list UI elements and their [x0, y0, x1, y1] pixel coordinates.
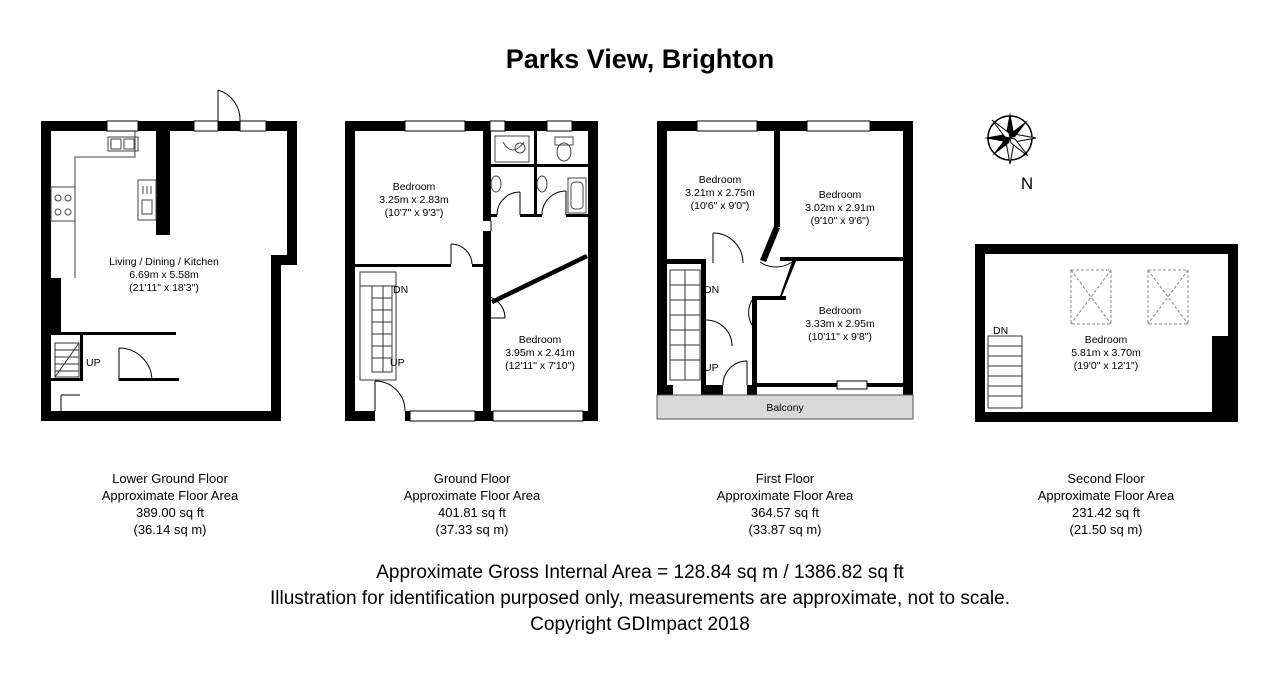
floor-area-label: Approximate Floor Area — [101, 488, 239, 503]
copyright: Copyright GDImpact 2018 — [530, 614, 750, 635]
room-size-metric: 6.69m x 5.58m — [129, 269, 199, 281]
floor-area-label: Approximate Floor Area — [716, 488, 854, 503]
floor-area-label: Approximate Floor Area — [1037, 488, 1175, 503]
room-size-imperial: (10'6" x 9'0") — [690, 200, 750, 212]
gross-area: Approximate Gross Internal Area = 128.84 sq m / 1386.82 sq ft — [376, 562, 904, 583]
ground-floor-plan — [345, 121, 598, 421]
room-size-imperial: (19'0" x 12'1") — [1073, 360, 1139, 372]
room-size-imperial: (12'11" x 7'10") — [505, 360, 575, 372]
floor-caption-first — [655, 470, 915, 538]
stair-label-down: DN — [704, 284, 720, 296]
second-stairs — [988, 336, 1022, 408]
stair-label-up: UP — [704, 362, 719, 374]
room-name: Bedroom — [392, 181, 436, 193]
room-size-metric: 3.02m x 2.91m — [805, 202, 875, 214]
floor-caption-second — [976, 470, 1236, 538]
room-size-metric: 3.25m x 2.83m — [379, 194, 449, 206]
floor-name: Lower Ground Floor — [112, 471, 228, 486]
floor-name: Ground Floor — [433, 471, 511, 486]
floor-name: First Floor — [755, 471, 815, 486]
ground-doors — [375, 191, 566, 411]
floor-area-sqm: (36.14 sq m) — [133, 522, 207, 537]
room-size-imperial: (10'11" x 9'8") — [808, 331, 872, 343]
plan-title: Parks View, Brighton — [505, 44, 775, 74]
second-walls — [975, 244, 1238, 422]
room-name: Bedroom — [698, 174, 742, 186]
stair-label-up: UP — [390, 357, 405, 369]
first-floor-plan — [657, 121, 913, 419]
disclaimer: Illustration for identification purposed only, measurements are approximate, not to scale. — [270, 588, 1010, 609]
floor-area-sqft: 364.57 sq ft — [751, 505, 819, 520]
room-name: Bedroom — [818, 305, 862, 317]
room-name: Bedroom — [1084, 334, 1128, 346]
compass-north-label: N — [1020, 174, 1034, 193]
compass-icon — [984, 112, 1036, 164]
room-size-imperial: (10'7" x 9'3") — [384, 207, 444, 219]
balcony-label: Balcony — [766, 402, 804, 414]
second-floor-plan — [975, 244, 1238, 422]
stair-label-down: DN — [393, 284, 409, 296]
floor-area-label: Approximate Floor Area — [403, 488, 541, 503]
floor-area-sqft: 231.42 sq ft — [1072, 505, 1140, 520]
floor-area-sqm: (21.50 sq m) — [1069, 522, 1143, 537]
floor-caption-lower-ground — [40, 470, 300, 538]
room-size-metric: 3.95m x 2.41m — [505, 347, 575, 359]
floor-area-sqft: 389.00 sq ft — [136, 505, 204, 520]
bathroom-fixtures — [491, 136, 586, 213]
first-stairs — [670, 270, 700, 380]
floor-area-sqm: (33.87 sq m) — [748, 522, 822, 537]
skylights — [1071, 270, 1188, 324]
room-size-imperial: (21'11" x 18'3") — [129, 282, 199, 294]
room-size-metric: 5.81m x 3.70m — [1071, 347, 1141, 359]
floor-area-sqft: 401.81 sq ft — [438, 505, 506, 520]
room-name: Living / Dining / Kitchen — [109, 256, 219, 268]
angled-wall — [491, 254, 588, 304]
stair-label-down: DN — [993, 325, 1009, 337]
floor-area-sqm: (37.33 sq m) — [435, 522, 509, 537]
room-size-imperial: (9'10" x 9'6") — [810, 215, 870, 227]
room-size-metric: 3.21m x 2.75m — [685, 187, 755, 199]
room-name: Bedroom — [818, 189, 862, 201]
stair-label-up: UP — [86, 357, 101, 369]
floor-caption-ground — [342, 470, 602, 538]
room-size-metric: 3.33m x 2.95m — [805, 318, 875, 330]
first-windows — [697, 121, 870, 389]
first-doors — [706, 233, 792, 385]
lower-ground-stairs — [55, 343, 79, 377]
room-name: Bedroom — [518, 334, 562, 346]
lower-ground-floor-plan — [41, 90, 297, 421]
first-walls — [657, 121, 913, 395]
floor-name: Second Floor — [1067, 471, 1145, 486]
